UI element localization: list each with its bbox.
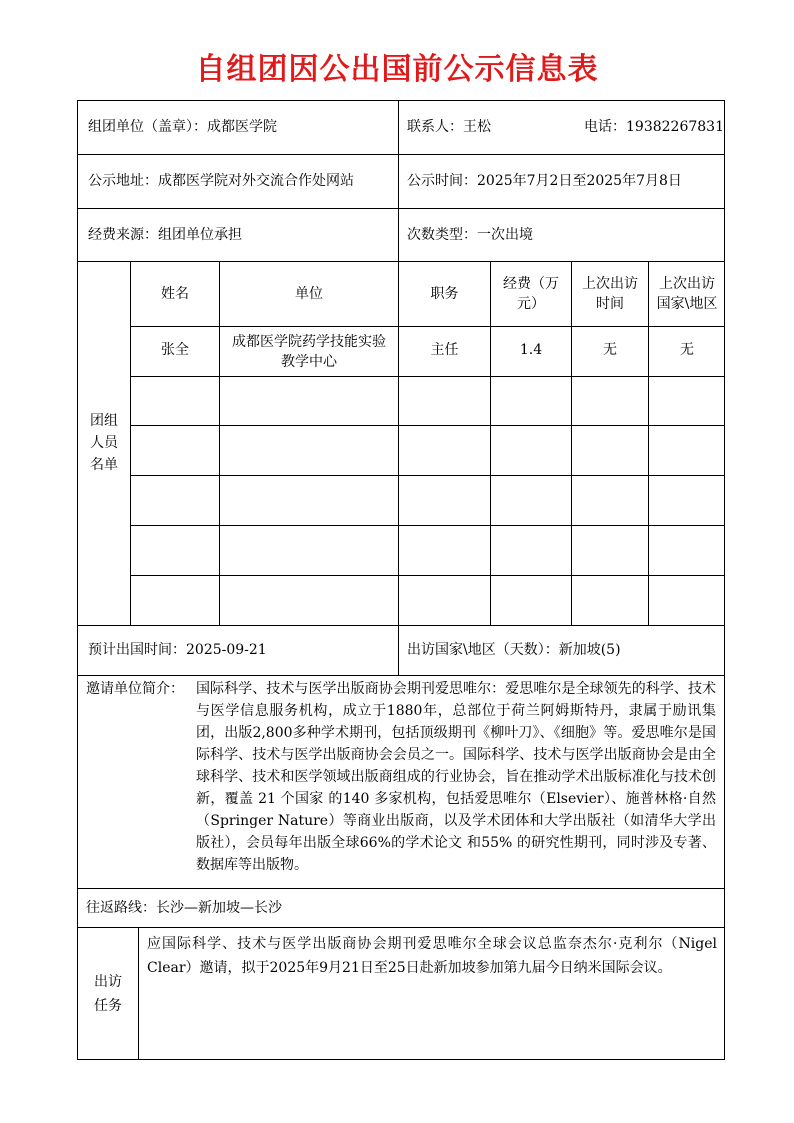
route-value: 长沙—新加坡—长沙 [156, 900, 282, 916]
funding-field [88, 225, 242, 245]
row-divider [77, 625, 725, 626]
row-divider [77, 208, 725, 209]
header-name: 姓名 [161, 286, 189, 302]
row-divider [77, 927, 725, 928]
invite-text: 国际科学、技术与医学出版商协会期刊爱思唯尔：爱思唯尔是全球领先的科学、技术与医学信息服务机构，成立于1880年，总部位于荷兰阿姆斯特丹，隶属于励讯集团，出版2,800多种学术期刊，包括顶级期刊《柳叶刀》、《细胞》等。爱思唯尔是国际科学、技术与医学出版商协会会员之一。国际科学、技术与医学出版商协会是由全球科学、技术和医学领域出版商组成的行业协会，旨在推动学术出版标准化与技术创新，覆盖 21 个国家 的140 多家机构，包括爱思唯尔（Elsevier）、施普林格·自然（Springer Nature）等商业出版商，以及学术团体和大学出版社（如清华大学出版社），会员每年出版全球66%的学术论文 和55% 的研究性期刊，同时涉及专著、数据库等出版物。 [196, 681, 716, 873]
org-label: 组团单位（盖章）： [88, 119, 207, 135]
trips-label: 次数类型： [407, 227, 477, 243]
member-unit: 成都医学院药学技能实验教学中心 [232, 333, 386, 370]
departure-date-label: 预计出国时间： [88, 642, 186, 658]
member-name: 张全 [161, 342, 189, 358]
col-divider [138, 927, 139, 1060]
invite-label: 邀请单位简介： [86, 681, 184, 697]
phone-value: 19382267831 [626, 119, 724, 135]
trips-value: 一次出境 [477, 227, 533, 243]
row-divider [77, 154, 725, 155]
header-funding: 经费（万元） [503, 276, 559, 312]
task-label: 出访任务 [94, 973, 122, 1014]
contact-field [407, 117, 491, 137]
row-divider [77, 888, 725, 889]
period-field [407, 171, 682, 191]
member-position: 主任 [430, 342, 459, 358]
address-field [88, 171, 354, 191]
members-side-label: 团组人员名单 [90, 413, 118, 473]
address-label: 公示地址： [88, 173, 158, 189]
route-field [86, 898, 282, 918]
member-last-country: 无 [680, 342, 694, 358]
member-last-time: 无 [603, 342, 617, 358]
period-label: 公示时间： [407, 173, 477, 189]
header-last-country: 上次出访国家\地区 [656, 276, 718, 312]
task-text: 应国际科学、技术与医学出版商协会期刊爱思唯尔全球会议总监奈杰尔·克利尔（Nigel Clear）邀请，拟于2025年9月21日至25日赴新加坡参加第九届今日纳米国际会议。 [147, 936, 717, 976]
row-divider [77, 675, 725, 676]
funding-value: 组团单位承担 [158, 227, 242, 243]
country-value: 新加坡(5) [558, 642, 621, 658]
route-label: 往返路线： [86, 900, 156, 916]
header-unit: 单位 [295, 286, 323, 302]
header-position: 职务 [430, 286, 459, 302]
phone-label: 电话： [584, 119, 626, 135]
trips-field [407, 225, 533, 245]
country-label: 出访国家\地区（天数）： [407, 642, 559, 658]
funding-label: 经费来源： [88, 227, 158, 243]
header-last-time: 上次出访时间 [582, 276, 638, 312]
contact-value: 王松 [463, 119, 491, 135]
phone-field [584, 117, 724, 137]
org-field [88, 117, 277, 137]
departure-date-value: 2025-09-21 [186, 642, 267, 658]
col-divider [398, 100, 399, 261]
contact-label: 联系人： [407, 119, 463, 135]
member-funding: 1.4 [519, 342, 543, 358]
org-value: 成都医学院 [207, 119, 277, 135]
departure-date-field [88, 640, 267, 660]
period-value: 2025年7月2日至2025年7月8日 [477, 173, 682, 189]
address-value: 成都医学院对外交流合作处网站 [158, 173, 354, 189]
page-title: 自组团因公出国前公示信息表 [195, 52, 599, 87]
country-field [407, 640, 621, 660]
